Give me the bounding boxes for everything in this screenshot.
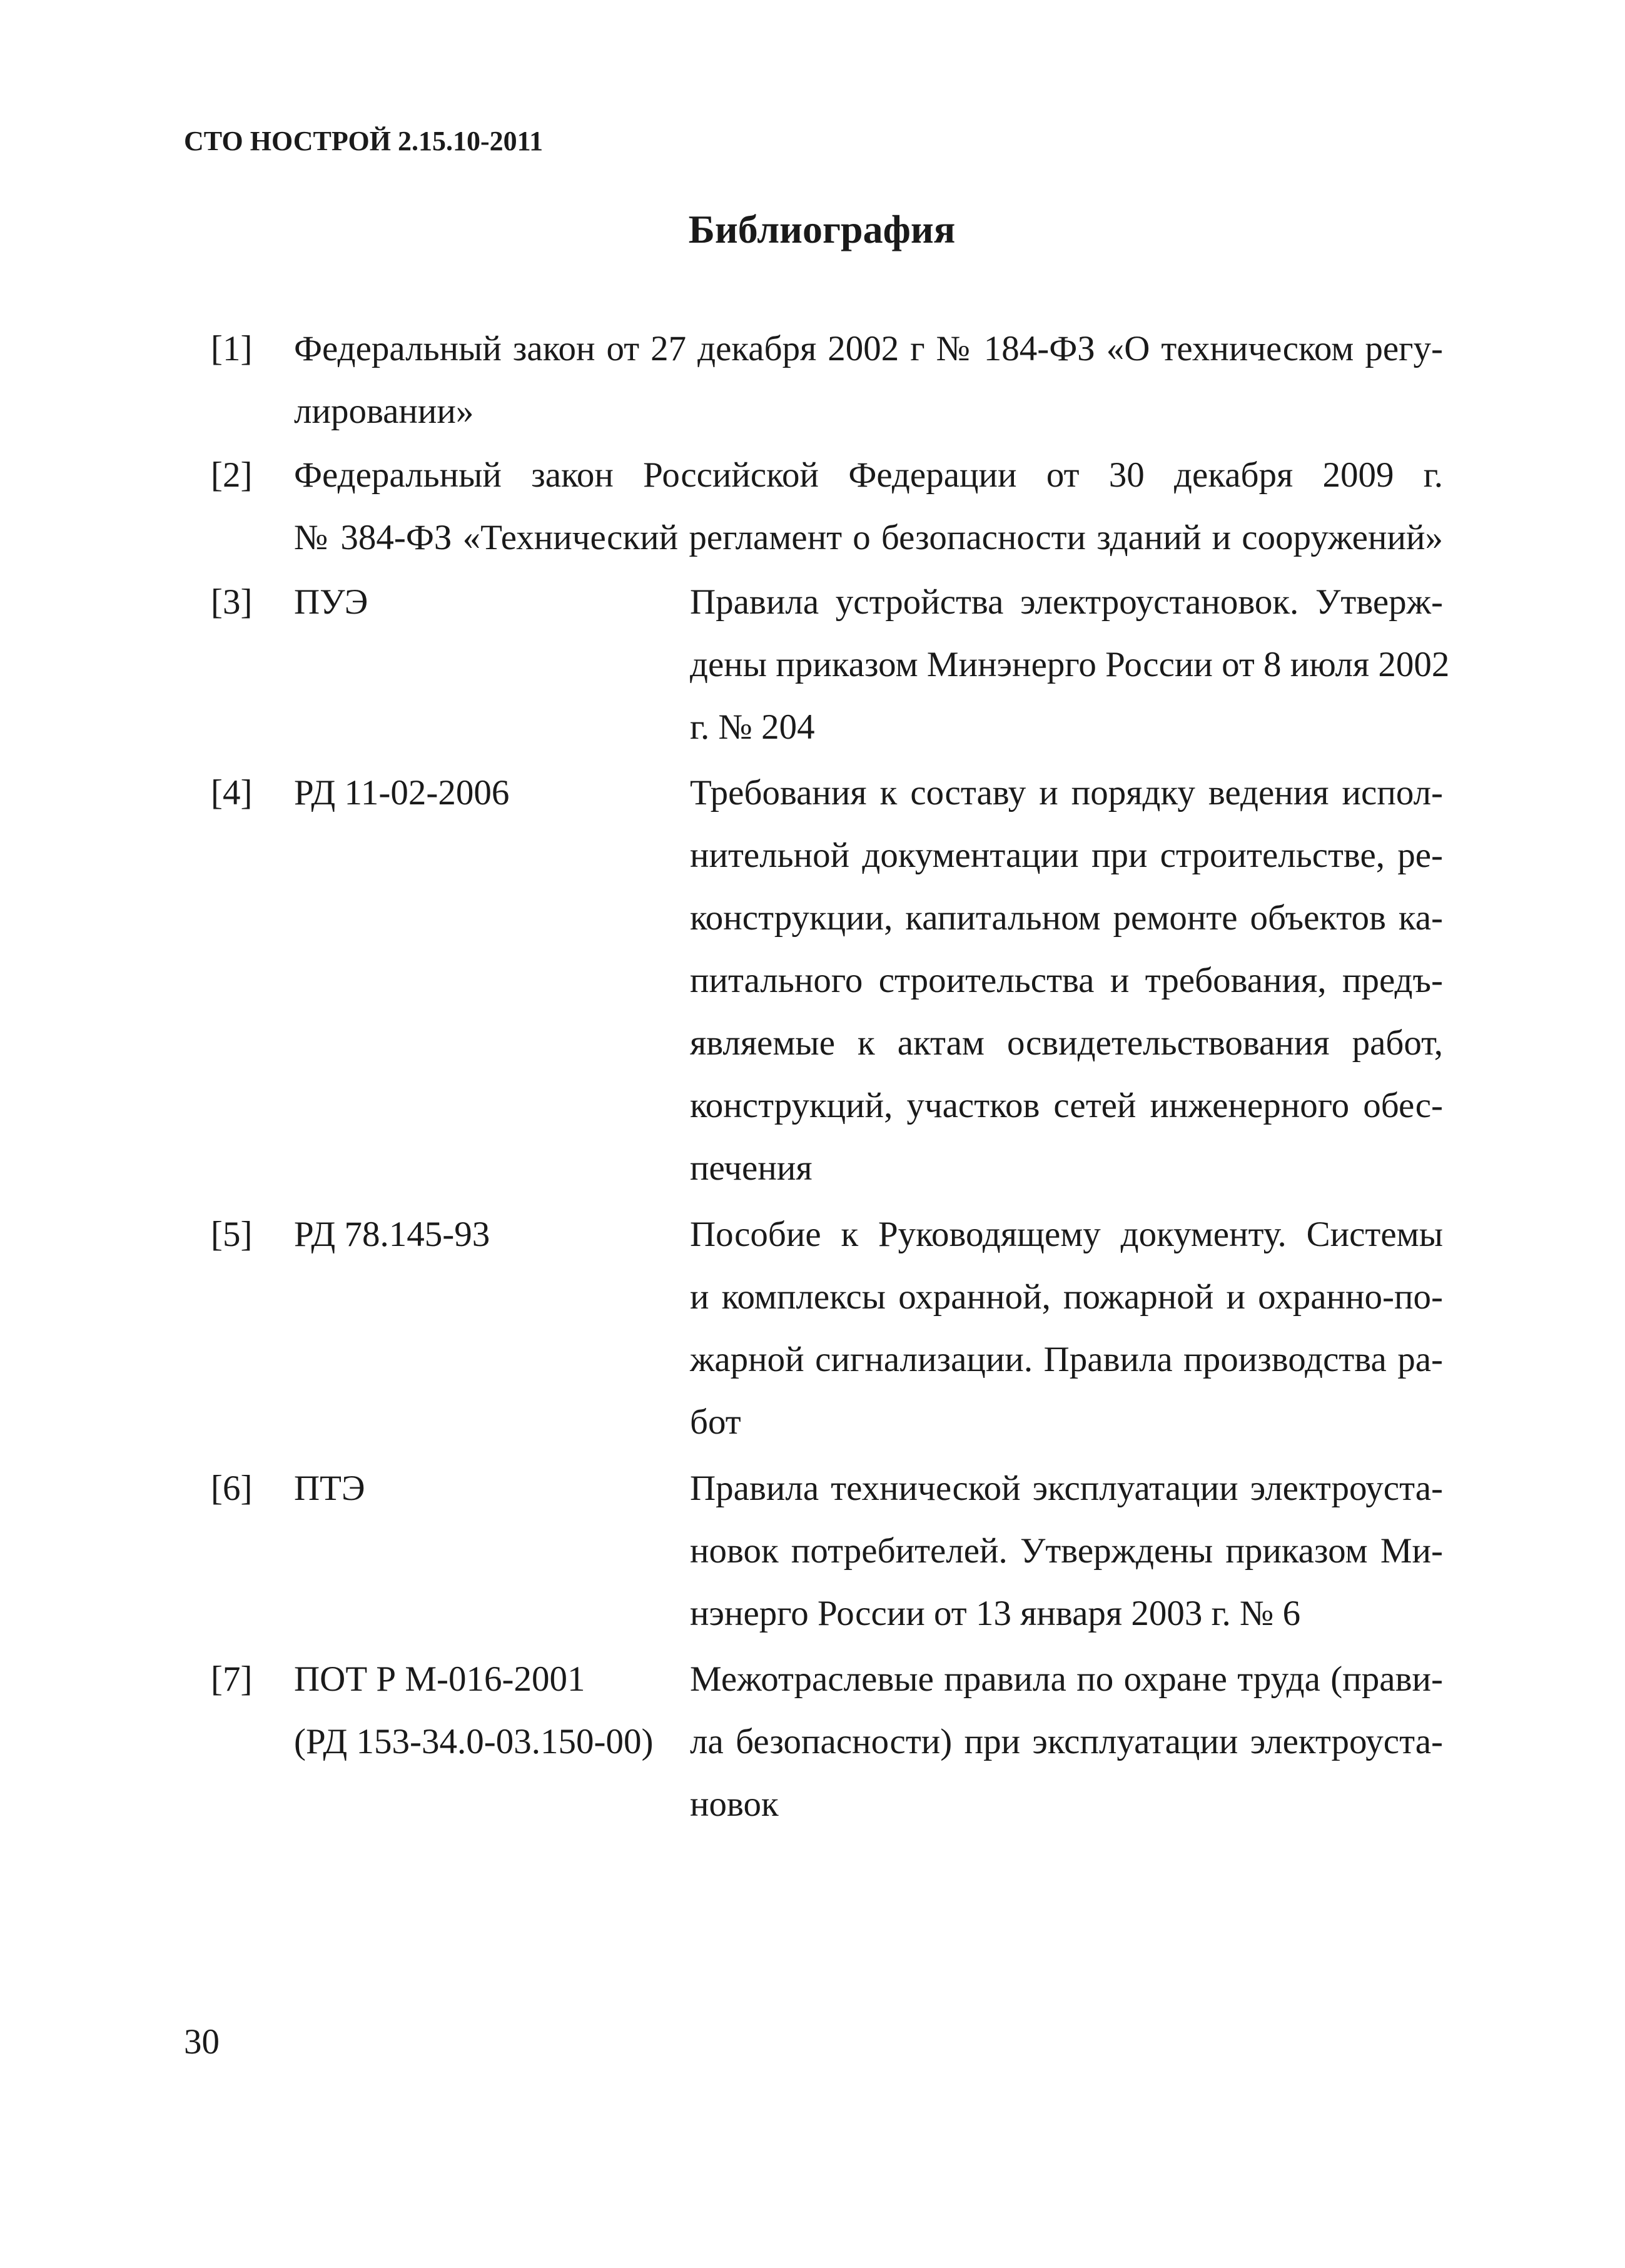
entry-code	[294, 1648, 682, 1773]
entry-description	[690, 762, 1443, 1200]
entry-line: ла безопасности) при эксплуатации электроуста-	[690, 1722, 1443, 1761]
entry-line: бот	[690, 1402, 741, 1442]
entry-number: [4]	[211, 773, 253, 813]
entry-line: нэнерго России от 13 января 2003 г. № 6	[690, 1594, 1301, 1633]
entry-line: Межотраслевые правила по охране труда (прави-	[690, 1659, 1443, 1699]
entry-text	[294, 318, 1443, 443]
entry-code	[294, 571, 682, 634]
entry-line: жарной сигнализации. Правила производства ра-	[690, 1340, 1443, 1379]
entry-number: [7]	[211, 1659, 253, 1699]
entry-line: лировании»	[294, 392, 474, 431]
entry-code	[294, 1203, 682, 1266]
entry-description	[690, 1457, 1443, 1645]
entry-number: [2]	[211, 455, 253, 495]
entry-line: конструкции, капитальном ремонте объектов ка-	[690, 898, 1443, 938]
section-title: Библиография	[688, 207, 956, 251]
entry-number: [3]	[211, 582, 253, 622]
entry-code	[294, 762, 682, 824]
entry-number: [1]	[211, 329, 253, 368]
entry-line: печения	[690, 1148, 812, 1188]
entry-code-line: РД 11-02-2006	[294, 773, 510, 813]
entry-line: Федеральный закон от 27 декабря 2002 г № 184-ФЗ «О техническом регу-	[294, 329, 1443, 368]
entry-line: питального строительства и требования, предъ-	[690, 961, 1443, 1000]
entry-code-line: ПОТ Р М-016-2001	[294, 1659, 585, 1699]
entry-code-line: (РД 153-34.0-03.150-00)	[294, 1722, 654, 1761]
entry-line: новок потребителей. Утверждены приказом Ми-	[690, 1531, 1443, 1571]
entry-line: являемые к актам освидетельствования работ,	[690, 1023, 1443, 1063]
entry-code	[294, 1457, 682, 1520]
entry-description	[690, 571, 1450, 759]
entry-line: нительной документации при строительстве, ре-	[690, 836, 1443, 875]
entry-line: дены приказом Минэнерго России от 8 июля 2002	[690, 645, 1450, 684]
entry-line: конструкций, участков сетей инженерного обес-	[690, 1086, 1443, 1125]
entry-line: Правила устройства электроустановок. Утверж-	[690, 582, 1443, 622]
entry-line: Правила технической эксплуатации электроуста-	[690, 1469, 1443, 1508]
entry-line: Пособие к Руководящему документу. Системы	[690, 1215, 1443, 1254]
entry-number: [6]	[211, 1469, 253, 1508]
entry-line: Требования к составу и порядку ведения испол-	[690, 773, 1443, 813]
entry-line: и комплексы охранной, пожарной и охранно-по-	[690, 1277, 1443, 1317]
document-code-header: СТО НОСТРОЙ 2.15.10-2011	[184, 126, 544, 156]
entry-line: г. № 204	[690, 707, 815, 747]
entry-line: новок	[690, 1785, 779, 1824]
entry-description	[690, 1203, 1443, 1454]
entry-line: № 384-ФЗ «Технический регламент о безопасности зданий и сооружений»	[294, 518, 1443, 557]
entry-number: [5]	[211, 1215, 253, 1254]
entry-code-line: ПТЭ	[294, 1469, 365, 1508]
entry-line: Федеральный закон Российской Федерации от 30 декабря 2009 г.	[294, 455, 1443, 495]
entry-description	[690, 1648, 1443, 1836]
entry-code-line: ПУЭ	[294, 582, 368, 622]
entry-text	[294, 444, 1443, 569]
page-number: 30	[184, 2022, 220, 2062]
entry-code-line: РД 78.145-93	[294, 1215, 490, 1254]
